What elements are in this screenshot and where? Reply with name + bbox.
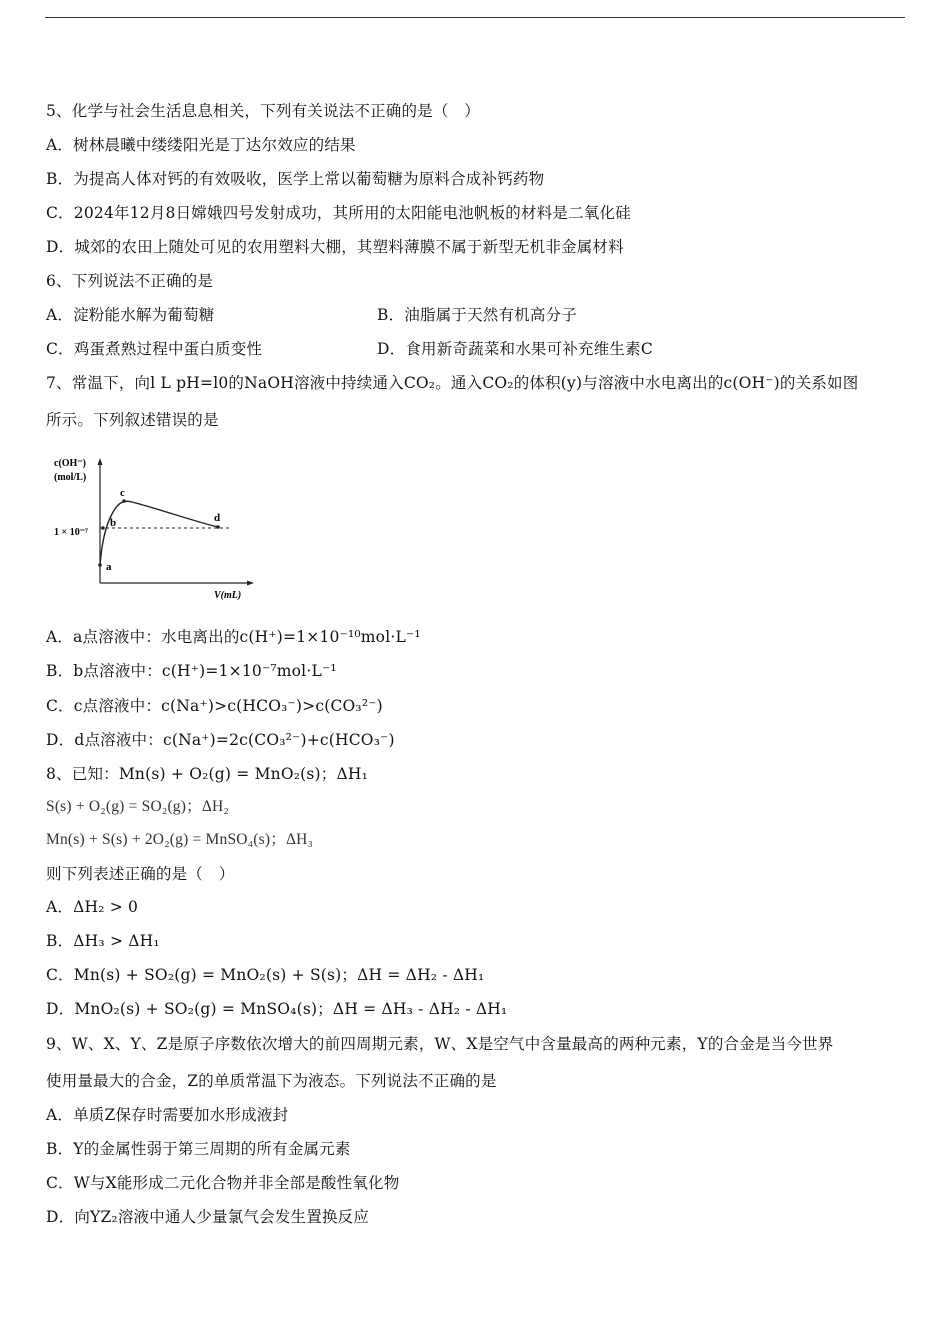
label-c: c bbox=[120, 487, 125, 499]
q7-option-d: D．d点溶液中：c(Na⁺)=2c(CO₃²⁻)+c(HCO₃⁻) bbox=[46, 731, 395, 749]
q6-option-a: A．淀粉能水解为葡萄糖 bbox=[46, 306, 215, 324]
point-b bbox=[101, 526, 105, 530]
label-a: a bbox=[106, 561, 112, 573]
q5-option-d: D．城郊的农田上随处可见的农用塑料大棚，其塑料薄膜不属于新型无机非金属材料 bbox=[46, 238, 624, 256]
q9-option-d: D．向YZ₂溶液中通人少量氯气会发生置换反应 bbox=[46, 1208, 370, 1226]
point-c bbox=[122, 499, 126, 503]
point-d bbox=[216, 525, 220, 529]
header-rule bbox=[45, 17, 905, 18]
q8-stem: 8、已知：Mn(s) + O₂(g) = MnO₂(s)；ΔH₁ bbox=[46, 765, 369, 783]
q8-option-a: A．ΔH₂ > 0 bbox=[46, 898, 139, 916]
q8-equation-2: S(s) + O₂(g) = SO₂(g)；ΔH₂ bbox=[46, 798, 229, 815]
q5-stem: 5、化学与社会生活息息相关，下列有关说法不正确的是（ ） bbox=[46, 102, 480, 120]
y-axis-label-1: c(OH⁻) bbox=[54, 458, 86, 469]
point-a bbox=[98, 563, 102, 567]
q9-option-c: C．W与X能形成二元化合物并非全部是酸性氧化物 bbox=[46, 1174, 400, 1192]
y-tick-label: 1 × 10⁻⁷ bbox=[54, 527, 88, 538]
x-axis-label: V(mL) bbox=[214, 590, 242, 601]
q8-option-b: B．ΔH₃ > ΔH₁ bbox=[46, 932, 160, 950]
q5-option-a: A．树林晨曦中缕缕阳光是丁达尔效应的结果 bbox=[46, 136, 356, 154]
q9-option-a: A．单质Z保存时需要加水形成液封 bbox=[46, 1106, 289, 1124]
q7-option-b: B．b点溶液中：c(H⁺)=1×10⁻⁷mol·L⁻¹ bbox=[46, 662, 337, 680]
q8-ask: 则下列表述正确的是（ ） bbox=[46, 865, 235, 883]
q7-option-c: C．c点溶液中：c(Na⁺)>c(HCO₃⁻)>c(CO₃²⁻) bbox=[46, 697, 383, 715]
q6-option-c: C．鸡蛋煮熟过程中蛋白质变性 bbox=[46, 340, 263, 358]
label-d: d bbox=[214, 512, 221, 524]
q8-equation-3: Mn(s) + S(s) + 2O₂(g) = MnSO₄(s)；ΔH₃ bbox=[46, 831, 314, 848]
q7-stem-line1: 7、常温下，向l L pH=l0的NaOH溶液中持续通入CO₂。通入CO₂的体积(y)与溶液中水电离出的c(OH⁻)的关系如图 bbox=[46, 374, 859, 392]
q5-option-b: B．为提高人体对钙的有效吸收，医学上常以葡萄糖为原料合成补钙药物 bbox=[46, 170, 545, 188]
q9-stem-line2: 使用量最大的合金，Z的单质常温下为液态。下列说法不正确的是 bbox=[46, 1072, 497, 1090]
y-axis-label-2: (mol/L) bbox=[54, 472, 87, 483]
q6-option-b: B．油脂属于天然有机高分子 bbox=[377, 306, 577, 324]
q7-stem-line2: 所示。下列叙述错误的是 bbox=[46, 411, 219, 429]
q9-option-b: B．Y的金属性弱于第三周期的所有金属元素 bbox=[46, 1140, 351, 1158]
y-axis-arrow bbox=[98, 458, 103, 465]
q7-option-a: A．a点溶液中：水电离出的c(H⁺)=1×10⁻¹⁰mol·L⁻¹ bbox=[46, 628, 421, 646]
q6-option-d: D．食用新奇蔬菜和水果可补充维生素C bbox=[377, 340, 653, 358]
q9-stem-line1: 9、W、X、Y、Z是原子序数依次增大的前四周期元素，W、X是空气中含量最高的两种元素，Y的合金是当今世界 bbox=[46, 1035, 834, 1053]
q5-option-c: C．2024年12月8日嫦娥四号发射成功，其所用的太阳能电池帆板的材料是二氧化硅 bbox=[46, 204, 631, 222]
curve bbox=[100, 501, 221, 565]
q8-option-d: D．MnO₂(s) + SO₂(g) = MnSO₄(s)；ΔH = ΔH₃ - ΔH₂ - ΔH₁ bbox=[46, 1000, 508, 1018]
q7-figure bbox=[46, 450, 266, 610]
q8-option-c: C．Mn(s) + SO₂(g) = MnO₂(s) + S(s)；ΔH = ΔH₂ - ΔH₁ bbox=[46, 966, 485, 984]
label-b: b bbox=[110, 517, 117, 529]
x-axis-arrow bbox=[247, 581, 254, 586]
q6-stem: 6、下列说法不正确的是 bbox=[46, 272, 214, 290]
